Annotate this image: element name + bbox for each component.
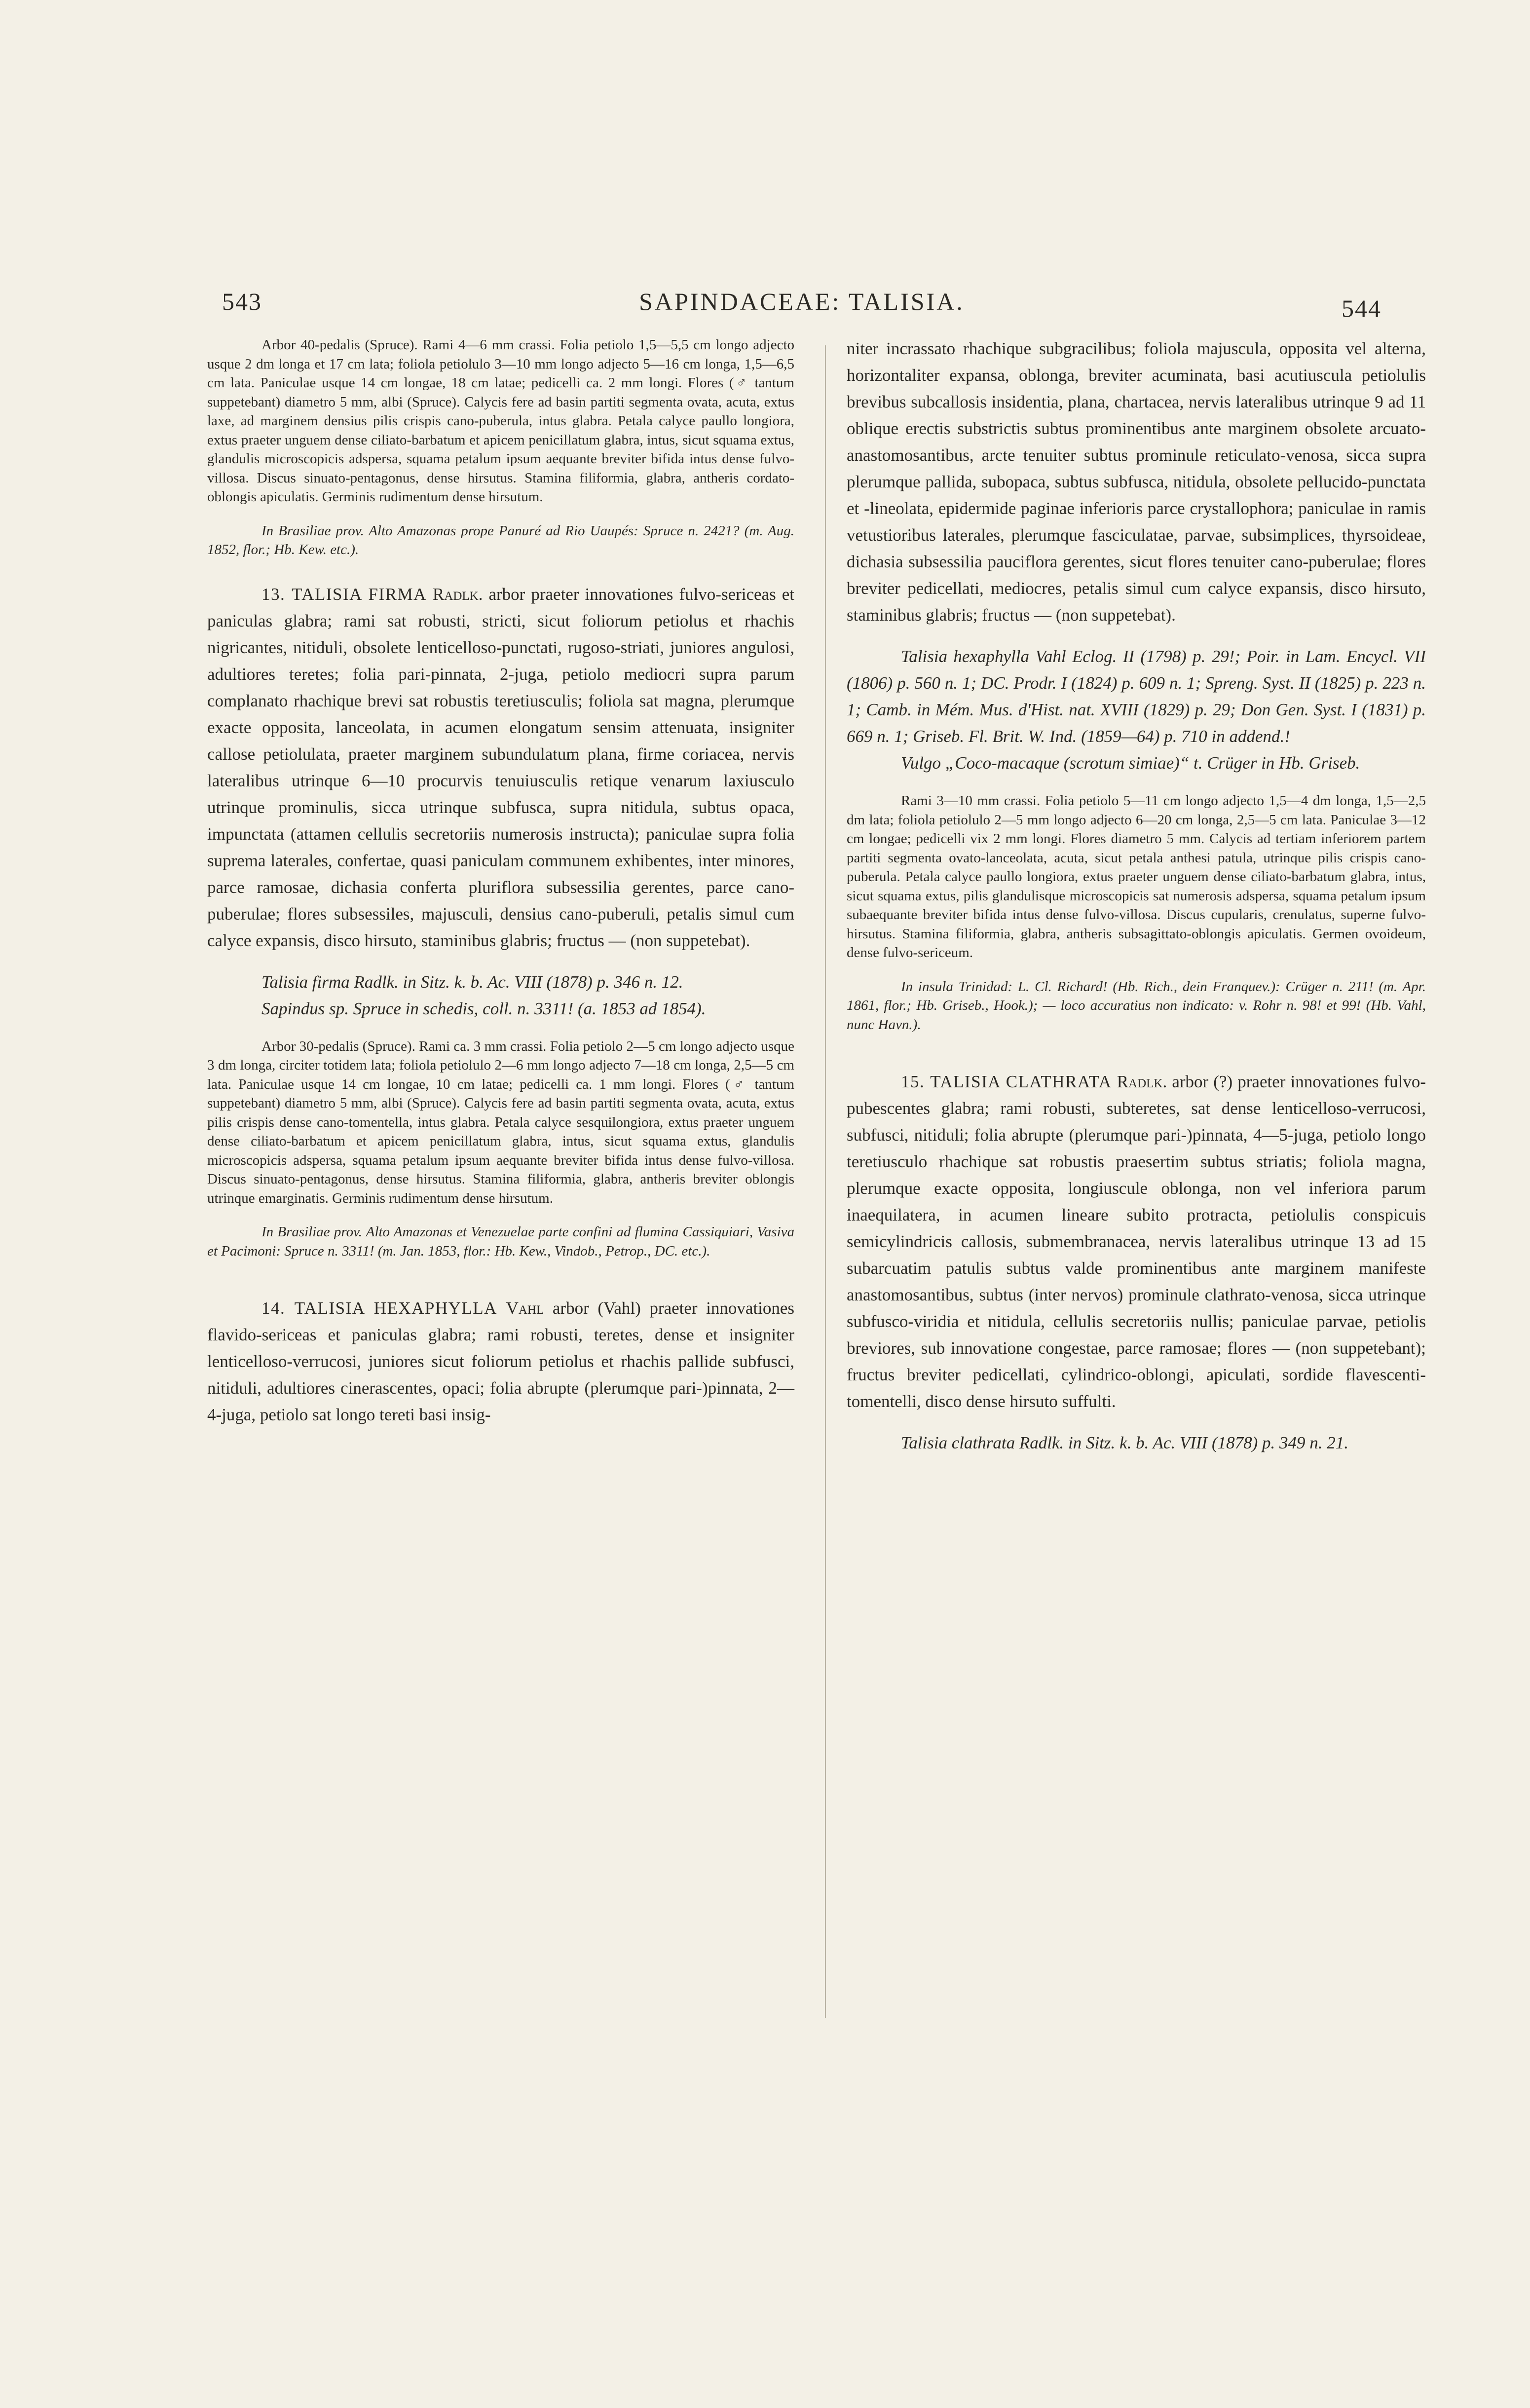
species-14-author: Vahl	[506, 1298, 544, 1318]
species-14-locality: In insula Trinidad: L. Cl. Richard! (Hb. Rich., dein Franquev.): Crüger n. 211! (m. Apr. 1861, flor.; Hb. Griseb., Hook.); — loco accuratius non indicato: v. Rohr n. 98! et 99! (Hb. Vahl, nunc Havn.).	[847, 978, 1426, 1033]
species-14-body: arbor (Vahl) praeter innovationes flavido-sericeas et paniculas glabra; rami robusti, teretes, dense et insigniter lenticelloso-verrucosi, juniores sicut foliorum petiolus et rhachis pallide subfusci, nitiduli, adultiores cinerascentes, opaci; folia abrupte (plerumque pari-)pinnata, 2—4-juga, petiolo sat longo tereti basi insig-	[207, 1298, 795, 1424]
species-13-synonym-2: Sapindus sp. Spruce in schedis, coll. n. 3311! (a. 1853 ad 1854).	[261, 999, 706, 1018]
species-15-name: 15. TALISIA CLATHRATA	[901, 1072, 1112, 1091]
species-14-description	[207, 1295, 794, 1428]
running-header	[222, 282, 1381, 322]
intro-locality: In Brasiliae prov. Alto Amazonas prope Panuré ad Rio Uaupés: Spruce n. 2421? (m. Aug. 1852, flor.; Hb. Kew. etc.).	[207, 522, 794, 557]
column-divider	[825, 345, 826, 2018]
species-14-details: Rami 3—10 mm crassi. Folia petiolo 5—11 cm longo adjecto 1,5—4 dm longa, 1,5—2,5 dm lata; foliola petiolulo 2—5 mm longo adjecto 6—20 cm longa, 2,5—5 cm lata. Paniculae 3—12 cm longae; pedicelli vix 2 mm longi. Flores diametro 5 mm. Calycis ad tertiam inferiorem partem partiti segmenta ovato-lanceolata, acuta, sicut petala anthesi patula, utrinque pilis crispis cano-puberula. Petala calyce paullo longiora, extus praeter unguem dense ciliato-barbatum glabra, intus, sicut squama extus, pilis glandulisque microscopicis sat numerosis adspersa, squama petalum ipsum subaequante breviter bifida intus dense fulvo-villosa. Discus cupularis, crenulatus, superne fulvo-hirsutus. Stamina filiformia, glabra, antheris subsagittato-oblongis apiculatis. Germen ovoideum, dense fulvo-sericeum.	[847, 793, 1426, 961]
intro-description: Arbor 40-pedalis (Spruce). Rami 4—6 mm crassi. Folia petiolo 1,5—5,5 cm longo adjecto usque 2 dm longa et 17 cm lata; foliola petiolulo 3—10 mm longo adjecto 5—16 cm longa, 1,5—6,5 cm lata. Paniculae usque 14 cm longae, 18 cm latae; pedicelli ca. 2 mm longi. Flores (♂ tantum suppetebant) diametro 5 mm, albi (Spruce). Calycis fere ad basin partiti segmenta ovata, acuta, extus laxe, ad marginem densius pilis crispis cano-puberula, intus glabra. Petala calyce paullo longiora, extus praeter unguem dense ciliato-barbatum et apicem penicillatum glabra, intus, sicut squama extus, glandulis microscopicis adspersa, squama petalum ipsum aequante breviter bifida intus dense fulvo-villosa. Discus sinuato-pentagonus, dense hirsutus. Stamina filiformia, glabra, antheris cordato-oblongis apiculatis. Germinis rudimentum dense hirsutum.	[207, 337, 794, 505]
species-14-name: 14. TALISIA HEXAPHYLLA	[261, 1298, 497, 1318]
species-13-body: arbor praeter innovationes fulvo-sericeas et paniculas glabra; rami sat robusti, stricti, sicut foliorum petiolus et rhachis nigricantes, nitiduli, obsolete lenticelloso-punctati, rugoso-striati, juniores angulosi, adultiores teretes; folia pari-pinnata, 2-juga, petiolo mediocri supra parum complanato rhachique brevi sat robustis teretiusculis; foliola sat magna, plerumque exacte opposita, lanceolata, in acumen elongatum sensim attenuata, insigniter callose petiolulata, praeter marginem subundulatum plana, firme coriacea, nervis lateralibus utrinque 6—10 procurvis tenuiusculis retique venarum laxiusculo utrinque prominulis, sicca utrinque subfusca, supra nitidula, subtus opaca, impunctata (attamen cellulis secretoriis numerosis instructa); paniculae supra folia suprema laterales, confertae, quasi paniculam communem exhibentes, inter minores, parce ramosae, dichasia conferta pluriflora subsessilia gerentes, parce cano-puberulae; flores subsessiles, majusculi, densius cano-puberuli, petalis simul cum calyce expansis, disco hirsuto, staminibus glabris; fructus — (non suppetebat).	[207, 584, 794, 950]
species-13-author: Radlk.	[432, 584, 483, 604]
species-13-details: Arbor 30-pedalis (Spruce). Rami ca. 3 mm crassi. Folia petiolo 2—5 cm longo adjecto usque 3 dm longa, circiter totidem lata; foliola petiolulo 2—6 mm longo adjecto 7—18 cm longa, 2,5—5 cm lata. Paniculae usque 14 cm longae, 10 cm latae; pedicelli ca. 1 mm longi. Flores (♂ tantum suppetebant) diametro 5 mm, albi (Spruce). Calycis fere ad basin partiti segmenta ovata, acuta, extus pilis crispis dense cano-tomentella, intus glabra. Petala calyce sesquilongiora, extus praeter unguem dense ciliato-barbatum et apicem penicillatum glabra, intus, sicut squama extus, glandulis microscopicis adspersa, squama petalum ipsum aequante breviter bifida intus dense fulvo-villosa. Discus sinuato-pentagonus, dense hirsutus. Stamina filiformia, glabra, antheris breviter oblongis utrinque emarginatis. Germinis rudimentum dense hirsutum.	[207, 1038, 794, 1206]
species-15-description	[847, 1069, 1426, 1415]
species-14-synonymy: Talisia hexaphylla Vahl Eclog. II (1798) p. 29!; Poir. in Lam. Encycl. VII (1806) p. 560 n. 1; DC. Prodr. I (1824) p. 609 n. 1; Spreng. Syst. II (1825) p. 223 n. 1; Camb. in Mém. Mus. d'Hist. nat. XVIII (1829) p. 29; Don Gen. Syst. I (1831) p. 669 n. 1; Griseb. Fl. Brit. W. Ind. (1859—64) p. 710 in addend.!	[847, 647, 1426, 746]
species-13-name: 13. TALISIA FIRMA	[261, 584, 427, 604]
species-15-body: arbor (?) praeter innovationes fulvo-pubescentes glabra; rami robusti, subteretes, sat dense lenticelloso-verrucosi, subfusci, nitiduli; folia abrupte (plerumque pari-)pinnata, 4—5-juga, petiolo longo teretiusculo rhachique sat robustis praesertim subtus striatis; foliola magna, plerumque exacte opposita, longiuscule oblonga, non vel inferiora parum inaequilatera, in acumen lineare subito protracta, petiolulis conspicuis semicylindricis callosis, submembranacea, nervis lateralibus utrinque 13 ad 15 subarcuatim patulis subtus valde prominentibus ante marginem manifeste anastomosantibus, subtus (inter nervos) prominule clathrato-venosa, sicca utrinque subfusco-viridia et nitidula, cellulis secretoriis nullis; paniculae parvae, petiolis breviores, sub innovatione congestae, parce ramosae; flores — (non suppetebant); fructus breviter pedicellati, cylindrico-oblongi, apiculati, sordide flavescenti-tomentelli, disco dense hirsuto suffulti.	[847, 1072, 1426, 1411]
species-15-synonym: Talisia clathrata Radlk. in Sitz. k. b. Ac. VIII (1878) p. 349 n. 21.	[901, 1433, 1349, 1452]
species-14-vernacular: Vulgo „Coco-macaque (scrotum simiae)“ t. Crüger in Hb. Griseb.	[901, 753, 1360, 773]
running-title: SAPINDACEAE: TALISIA.	[639, 288, 965, 315]
species-13-locality: In Brasiliae prov. Alto Amazonas et Venezuelae parte confini ad flumina Cassiquiari, Vasiva et Pacimoni: Spruce n. 3311! (m. Jan. 1853, flor.: Hb. Kew., Vindob., Petrop., DC. etc.).	[207, 1224, 794, 1259]
species-14-continuation: niter incrassato rhachique subgracilibus; foliola majuscula, opposita vel alterna, horizontaliter expansa, oblonga, breviter acuminata, basi acutiuscula petiolulis brevibus subcallosis insidentia, plana, chartacea, nervis lateralibus utrinque 9 ad 11 oblique erectis substrictis subtus prominentibus ante marginem obsolete arcuato-anastomosantibus, arcte tenuiter subtus prominule reticulato-venosa, sicca supra plerumque pallida, subopaca, subtus subfusca, nitidula, obsolete pellucido-punctata et -lineolata, epidermide paginae inferioris parce crystallophora; paniculae in ramis vetustioribus laterales, plerumque fasciculatae, parvae, subsimplices, thyrsoideae, dichasia subsessilia pauciflora gerentes, sicut flores tenuiter cano-puberulae; flores breviter pedicellati, mediocres, petalis simul cum calyce expansis, disco hirsuto, staminibus glabris; fructus — (non suppetebat).	[847, 339, 1426, 625]
species-13-synonym-1: Talisia firma Radlk. in Sitz. k. b. Ac. VIII (1878) p. 346 n. 12.	[261, 972, 683, 992]
right-column	[847, 335, 1426, 1456]
species-15-author: Radlk.	[1117, 1072, 1167, 1091]
left-column	[207, 335, 794, 1428]
page-number-left: 543	[222, 288, 262, 315]
page-number-right: 544	[1342, 295, 1381, 322]
species-13-description	[207, 581, 794, 954]
